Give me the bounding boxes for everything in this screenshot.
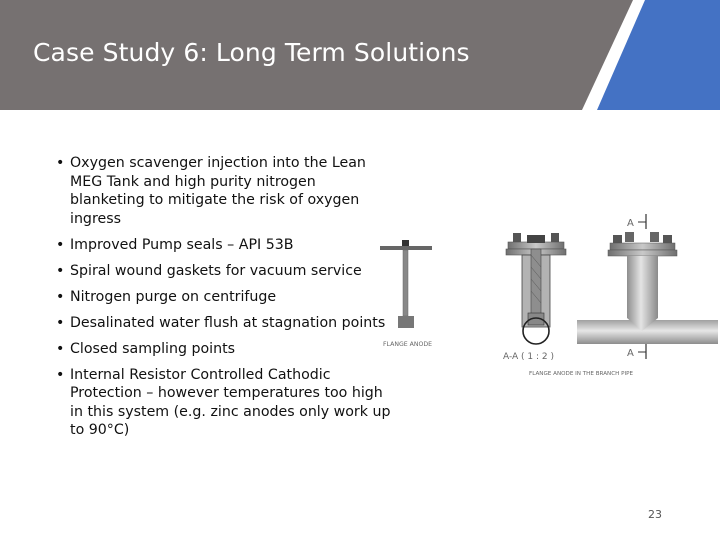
- section-label: A-A ( 1 : 2 ): [503, 352, 554, 362]
- section-bolt: [551, 233, 559, 243]
- anode-block: [398, 316, 414, 328]
- section-cap: [527, 235, 545, 243]
- branch-pipe-view: [577, 214, 718, 359]
- anode-rod: [403, 250, 408, 316]
- bullet-item: • Closed sampling points: [52, 340, 392, 359]
- bullet-item: • Spiral wound gaskets for vacuum service: [52, 262, 392, 281]
- flange-plate: [380, 246, 432, 250]
- branch-pipe-caption: FLANGE ANODE IN THE BRANCH PIPE: [529, 371, 634, 377]
- bullet-item: • Internal Resistor Controlled Cathodic Protection – however temperatures too high in this system (e.g. zinc anodes only work up to 90°C): [52, 366, 392, 440]
- page-number: 23: [648, 508, 662, 521]
- flange-anode-figure: [375, 236, 435, 348]
- bullet-list: [52, 154, 392, 447]
- branch-flange: [610, 243, 675, 250]
- bullet-item: • Nitrogen purge on centrifuge: [52, 288, 392, 307]
- section-flange: [508, 242, 564, 249]
- slide-title: Case Study 6: Long Term Solutions: [33, 38, 470, 67]
- bullet-item: • Improved Pump seals – API 53B: [52, 236, 392, 255]
- branch-flange-lower: [608, 250, 677, 256]
- title-banner: [0, 0, 720, 110]
- flange-bolt: [650, 232, 659, 242]
- branch-pipe-figure: [500, 205, 718, 381]
- section-anode-rod: [531, 249, 541, 323]
- section-marker-top: A: [627, 218, 634, 229]
- branch-pipe: [627, 256, 658, 331]
- flange-bolt: [402, 240, 409, 246]
- section-marker-bottom: A: [627, 348, 634, 359]
- flange-bolt: [625, 232, 634, 242]
- bullet-item: • Oxygen scavenger injection into the Lean MEG Tank and high purity nitrogen blanketing to mitigate the risk of oxygen ingress: [52, 154, 392, 228]
- flange-anode-caption: FLANGE ANODE: [383, 341, 433, 348]
- section-view: [503, 233, 566, 362]
- bullet-item: • Desalinated water flush at stagnation points: [52, 314, 392, 333]
- section-bolt: [513, 233, 521, 243]
